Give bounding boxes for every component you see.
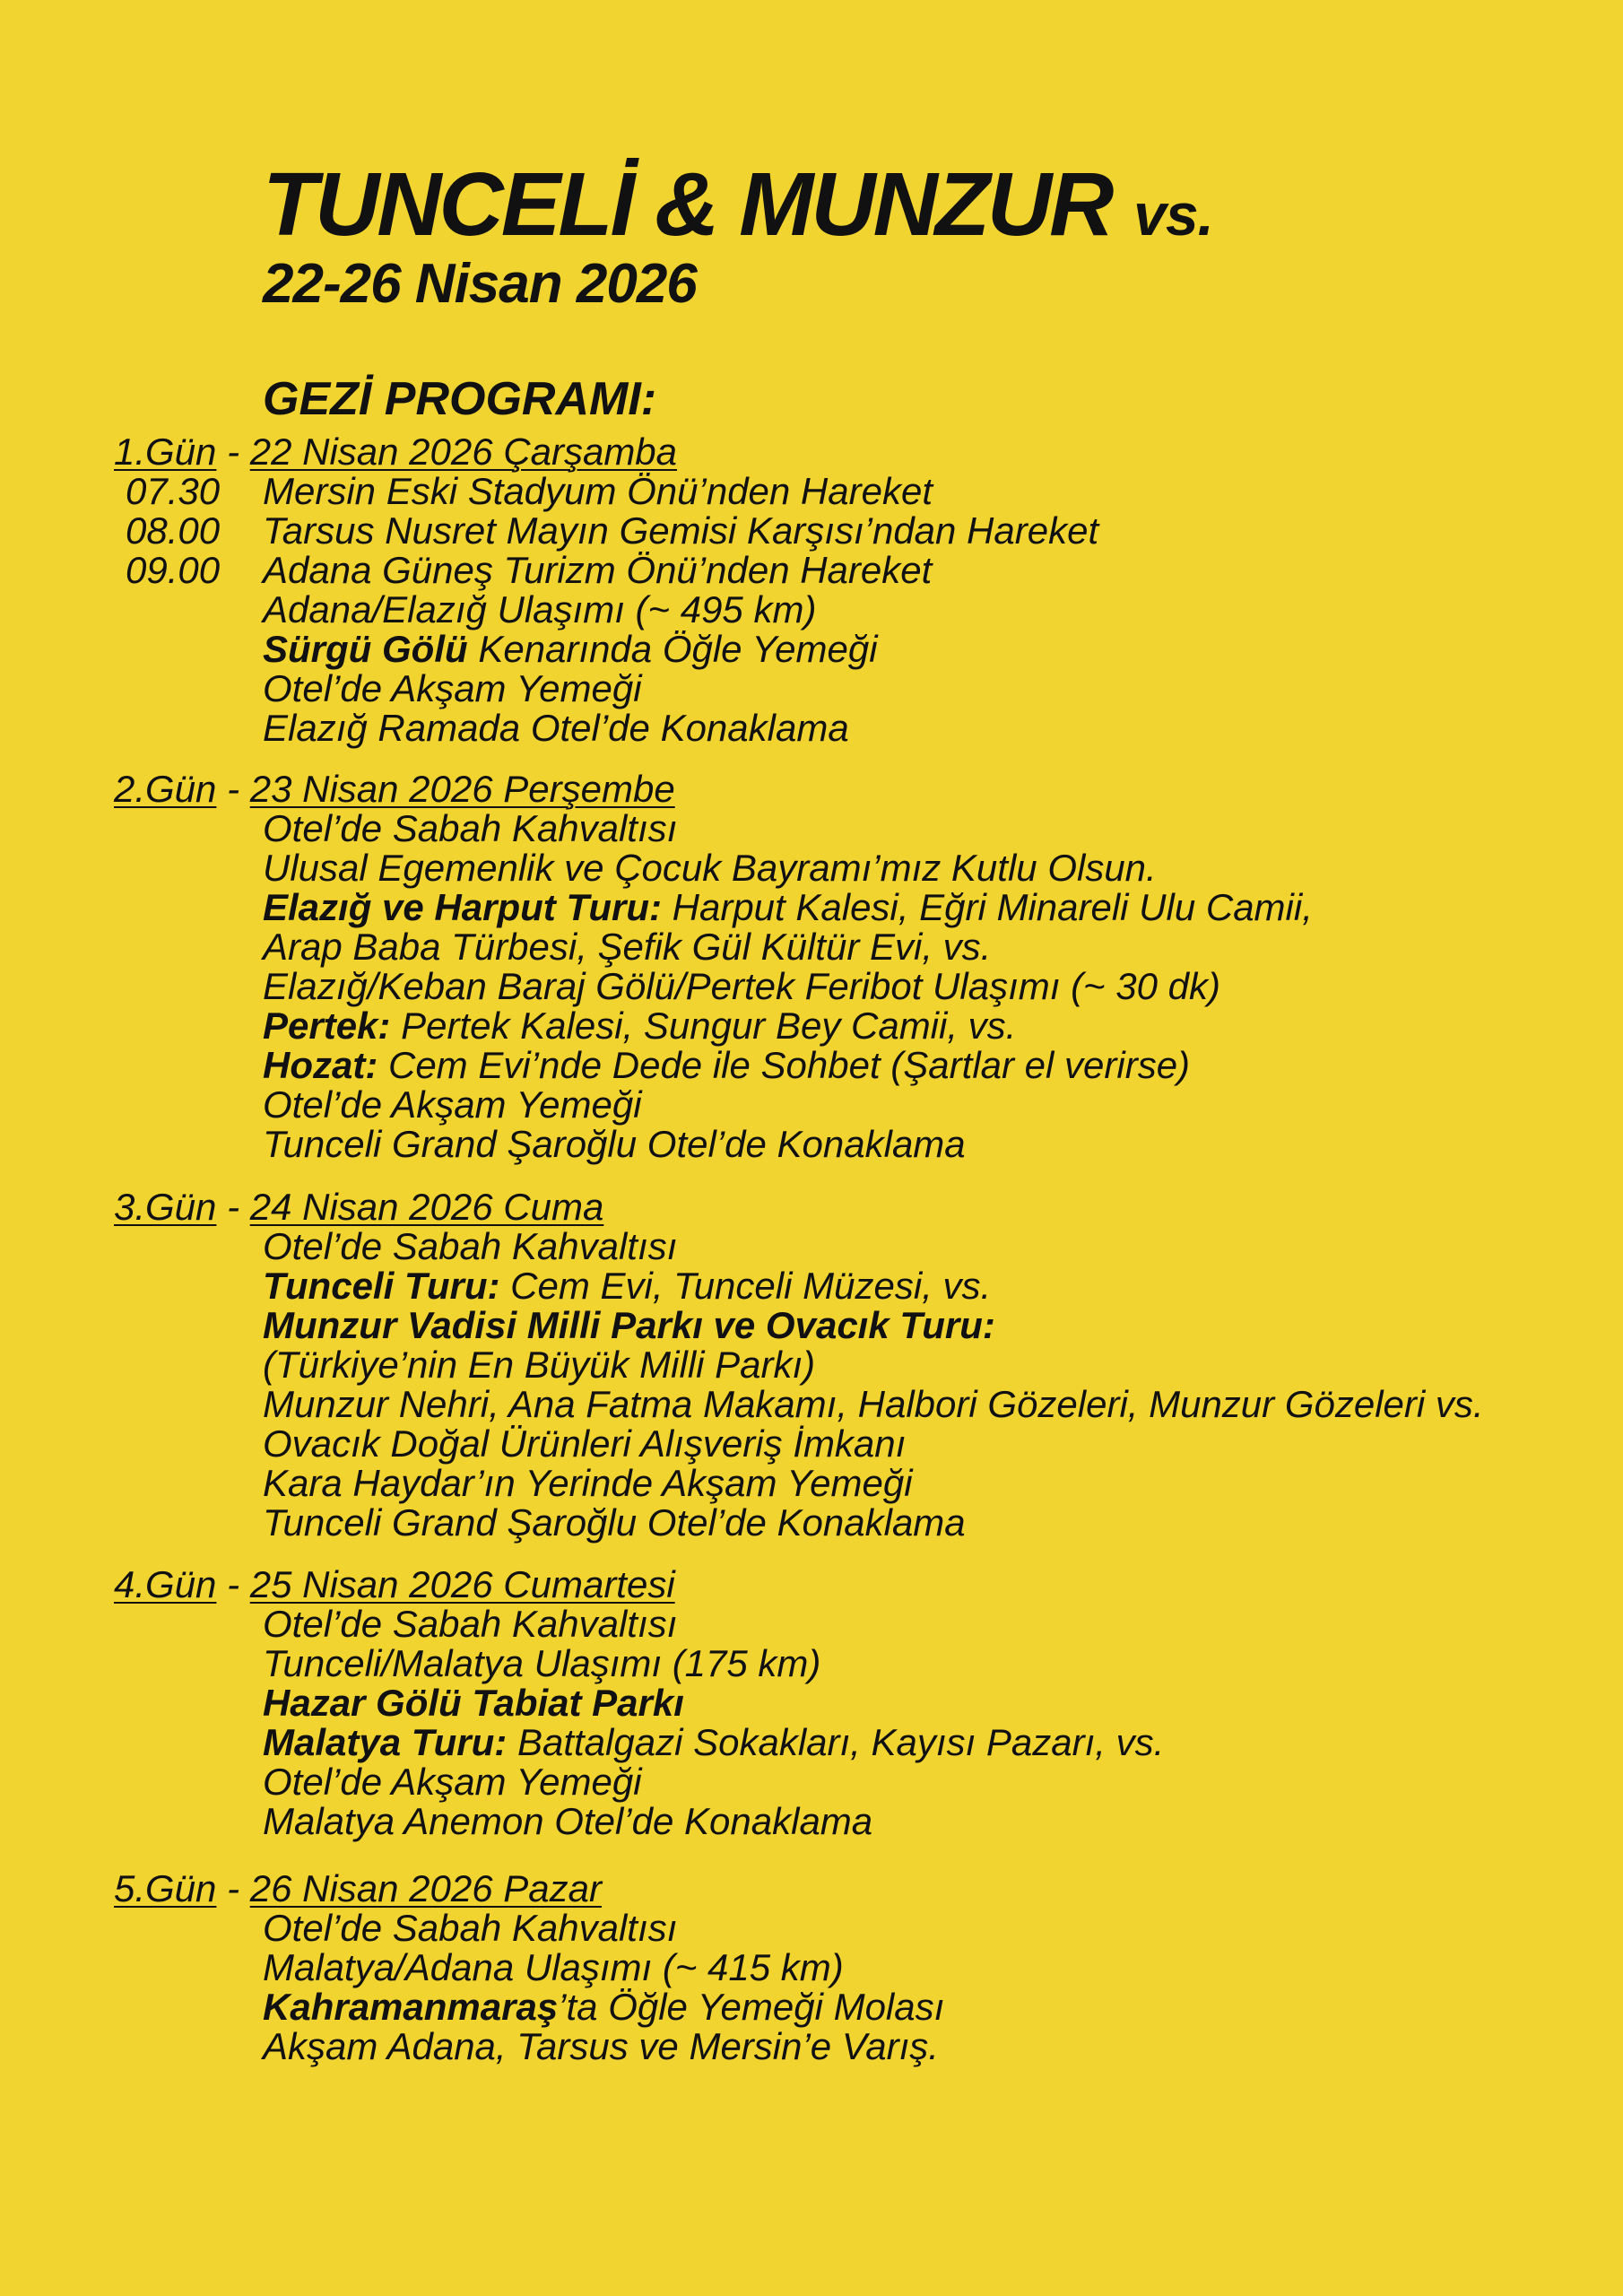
schedule-item	[0, 1605, 1623, 1644]
item-time: 08.00	[126, 509, 221, 552]
day-header	[0, 432, 1623, 472]
day-label: 1.Gün	[114, 430, 217, 473]
item-text: Battalgazi Sokakları, Kayısı Pazarı, vs.	[507, 1721, 1165, 1763]
item-text: Pertek Kalesi, Sungur Bey Camii, vs.	[390, 1004, 1017, 1047]
schedule-item	[0, 1802, 1623, 1841]
schedule-item	[0, 967, 1623, 1006]
item-text: Kenarında Öğle Yemeği	[467, 628, 878, 670]
item-text: Tunceli Grand Şaroğlu Otel’de Konaklama	[263, 1501, 966, 1544]
item-bold-text: Elazığ ve Harput Turu:	[263, 886, 662, 928]
item-text: Malatya Anemon Otel’de Konaklama	[263, 1800, 873, 1842]
schedule-item	[0, 1227, 1623, 1266]
day-date: 24 Nisan 2026 Cuma	[249, 1186, 604, 1228]
item-text: Otel’de Sabah Kahvaltısı	[263, 1907, 678, 1949]
schedule-item	[0, 927, 1623, 967]
schedule-item	[0, 709, 1623, 748]
schedule-item	[0, 472, 1623, 511]
schedule-item	[0, 1987, 1623, 2027]
item-bold-text: Sürgü Gölü	[263, 628, 468, 670]
item-text: Adana/Elazığ Ulaşımı (~ 495 km)	[263, 588, 817, 631]
day-separator: -	[216, 430, 250, 473]
item-text: Elazığ/Keban Baraj Gölü/Pertek Feribot Ulaşımı (~ 30 dk)	[263, 965, 1220, 1007]
day-label: 5.Gün	[114, 1867, 217, 1909]
schedule-item	[0, 1683, 1623, 1723]
day-section-4	[0, 1565, 1623, 1841]
item-text: Otel’de Akşam Yemeği	[263, 1761, 642, 1803]
item-bold-text: Malatya Turu:	[263, 1721, 508, 1763]
day-label: 4.Gün	[114, 1563, 217, 1605]
schedule-item	[0, 1948, 1623, 1987]
day-date: 22 Nisan 2026 Çarşamba	[249, 430, 678, 473]
title-suffix: vs.	[1133, 181, 1213, 248]
day-section-3	[0, 1187, 1623, 1543]
item-text: Tunceli/Malatya Ulaşımı (175 km)	[263, 1642, 821, 1684]
schedule-item	[0, 1909, 1623, 1948]
item-text: Otel’de Sabah Kahvaltısı	[263, 1603, 678, 1645]
schedule-item	[0, 1266, 1623, 1306]
day-section-5	[0, 1869, 1623, 2066]
item-text: Elazığ Ramada Otel’de Konaklama	[263, 707, 849, 749]
item-bold-text: Pertek:	[263, 1004, 391, 1047]
item-text: Harput Kalesi, Eğri Minareli Ulu Camii,	[661, 886, 1313, 928]
day-date: 23 Nisan 2026 Perşembe	[249, 768, 675, 810]
item-bold-text: Hazar Gölü Tabiat Parkı	[263, 1682, 684, 1724]
item-text: Cem Evi’nde Dede ile Sohbet (Şartlar el verirse)	[378, 1044, 1191, 1086]
schedule-item	[0, 1046, 1623, 1085]
schedule-item	[0, 1125, 1623, 1164]
item-bold-text: Hozat:	[263, 1044, 378, 1086]
item-text: Otel’de Sabah Kahvaltısı	[263, 1225, 678, 1267]
item-text: Adana Güneş Turizm Önü’nden Hareket	[263, 549, 933, 591]
day-header	[0, 1565, 1623, 1605]
item-text: Tarsus Nusret Mayın Gemisi Karşısı’ndan Hareket	[263, 509, 1099, 552]
item-text: Cem Evi, Tunceli Müzesi, vs.	[499, 1265, 992, 1307]
item-text: Tunceli Grand Şaroğlu Otel’de Konaklama	[263, 1123, 966, 1165]
day-separator: -	[216, 1563, 250, 1605]
page-title	[263, 154, 1213, 255]
day-label: 2.Gün	[114, 768, 217, 810]
item-text: Otel’de Akşam Yemeği	[263, 667, 642, 709]
day-separator: -	[216, 768, 250, 810]
item-bold-text: Tunceli Turu:	[263, 1265, 500, 1307]
schedule-item	[0, 511, 1623, 551]
schedule-item	[0, 1345, 1623, 1385]
day-date: 26 Nisan 2026 Pazar	[249, 1867, 603, 1909]
schedule-item	[0, 809, 1623, 848]
schedule-item	[0, 1503, 1623, 1543]
item-bold-text: Munzur Vadisi Milli Parkı ve Ovacık Turu:	[263, 1304, 995, 1346]
item-text: Otel’de Sabah Kahvaltısı	[263, 807, 678, 849]
schedule-item	[0, 888, 1623, 927]
tour-dates: 22-26 Nisan 2026	[263, 253, 697, 315]
schedule-item	[0, 630, 1623, 669]
day-separator: -	[216, 1867, 250, 1909]
day-section-1	[0, 432, 1623, 748]
schedule-item	[0, 1006, 1623, 1046]
schedule-item	[0, 1385, 1623, 1424]
item-text: (Türkiye’nin En Büyük Milli Parkı)	[263, 1344, 816, 1386]
item-text: ’ta Öğle Yemeği Molası	[558, 1986, 945, 2028]
item-text: Ulusal Egemenlik ve Çocuk Bayramı’mız Kutlu Olsun.	[263, 847, 1157, 889]
schedule-item	[0, 1424, 1623, 1464]
day-label: 3.Gün	[114, 1186, 217, 1228]
schedule-item	[0, 669, 1623, 709]
day-section-2	[0, 770, 1623, 1164]
schedule-item	[0, 1723, 1623, 1762]
item-text: Akşam Adana, Tarsus ve Mersin’e Varış.	[263, 2025, 939, 2067]
day-separator: -	[216, 1186, 250, 1228]
schedule-item	[0, 1306, 1623, 1345]
item-text: Otel’de Akşam Yemeği	[263, 1083, 642, 1126]
schedule-item	[0, 1644, 1623, 1683]
schedule-item	[0, 2027, 1623, 2066]
program-heading: GEZİ PROGRAMI:	[263, 373, 657, 425]
schedule-item	[0, 848, 1623, 888]
schedule-item	[0, 590, 1623, 630]
item-text: Mersin Eski Stadyum Önü’nden Hareket	[263, 470, 933, 512]
title-main: TUNCELİ & MUNZUR	[263, 154, 1112, 255]
schedule-item	[0, 1762, 1623, 1802]
item-text: Arap Baba Türbesi, Şefik Gül Kültür Evi, vs.	[263, 926, 992, 968]
day-header	[0, 1187, 1623, 1227]
day-header	[0, 770, 1623, 809]
schedule-item	[0, 551, 1623, 590]
item-text: Kara Haydar’ın Yerinde Akşam Yemeği	[263, 1462, 913, 1504]
item-text: Ovacık Doğal Ürünleri Alışveriş İmkanı	[263, 1422, 907, 1465]
day-header	[0, 1869, 1623, 1909]
item-bold-text: Kahramanmaraş	[263, 1986, 559, 2028]
day-date: 25 Nisan 2026 Cumartesi	[249, 1563, 675, 1605]
item-text: Munzur Nehri, Ana Fatma Makamı, Halbori Gözeleri, Munzur Gözeleri vs.	[263, 1383, 1484, 1425]
schedule-item	[0, 1085, 1623, 1125]
item-time: 07.30	[126, 470, 221, 512]
item-text: Malatya/Adana Ulaşımı (~ 415 km)	[263, 1946, 844, 1988]
item-time: 09.00	[126, 549, 221, 591]
schedule-item	[0, 1464, 1623, 1503]
